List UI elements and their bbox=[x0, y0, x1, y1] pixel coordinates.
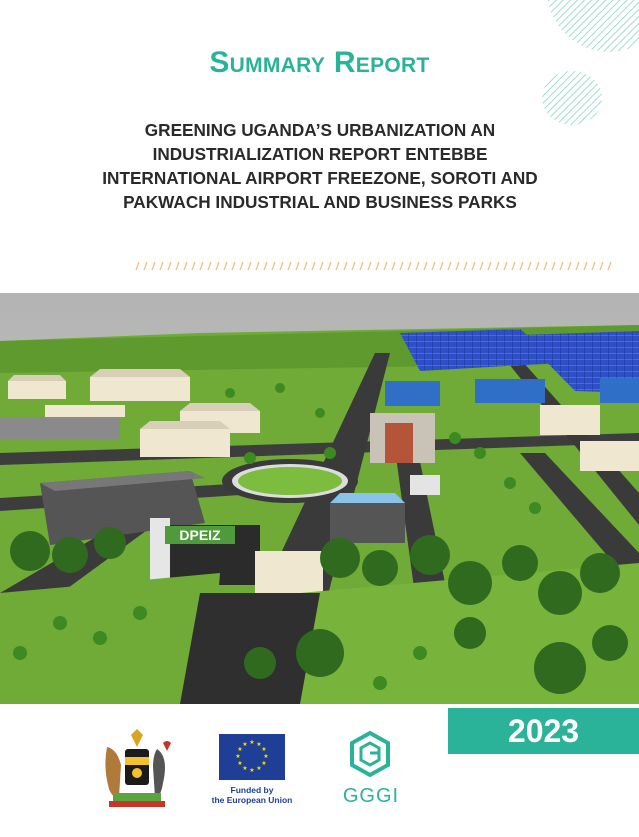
report-title: GREENING UGANDA’S URBANIZATION AN INDUSTRIALIZATION REPORT ENTEBBE INTERNATIONAL AIRPORT FREEZONE, SOROTI AND PAKWACH INDUSTRIAL AND BUSINESS PARKS bbox=[102, 120, 538, 212]
svg-text:★: ★ bbox=[249, 739, 255, 746]
svg-text:★: ★ bbox=[242, 741, 248, 748]
svg-text:★: ★ bbox=[235, 753, 241, 760]
industrial-park-illustration bbox=[0, 293, 639, 704]
svg-text:★: ★ bbox=[237, 746, 243, 753]
eu-funding-text bbox=[200, 785, 304, 805]
svg-text:★: ★ bbox=[256, 765, 262, 772]
svg-text:★: ★ bbox=[261, 746, 267, 753]
svg-text:★: ★ bbox=[261, 760, 267, 767]
gggi-label: GGGI bbox=[342, 785, 400, 807]
uganda-coat-of-arms-icon bbox=[97, 727, 177, 811]
gggi-logo-icon bbox=[349, 731, 391, 779]
eu-flag-icon bbox=[219, 734, 285, 780]
svg-text:★: ★ bbox=[256, 741, 262, 748]
year-text: 2023 bbox=[507, 712, 580, 749]
eu-text-line2: the European Union bbox=[211, 795, 293, 805]
svg-text:★: ★ bbox=[242, 765, 248, 772]
svg-text:★: ★ bbox=[263, 753, 269, 760]
gate-sign-text: DPEIZ bbox=[179, 527, 221, 543]
svg-text:★: ★ bbox=[249, 767, 255, 774]
summary-report-heading: Summary Report bbox=[209, 46, 430, 79]
svg-text:★: ★ bbox=[237, 760, 243, 767]
year-badge bbox=[448, 708, 639, 754]
dashed-divider bbox=[134, 262, 612, 270]
eu-text-line1: Funded by bbox=[230, 785, 274, 795]
